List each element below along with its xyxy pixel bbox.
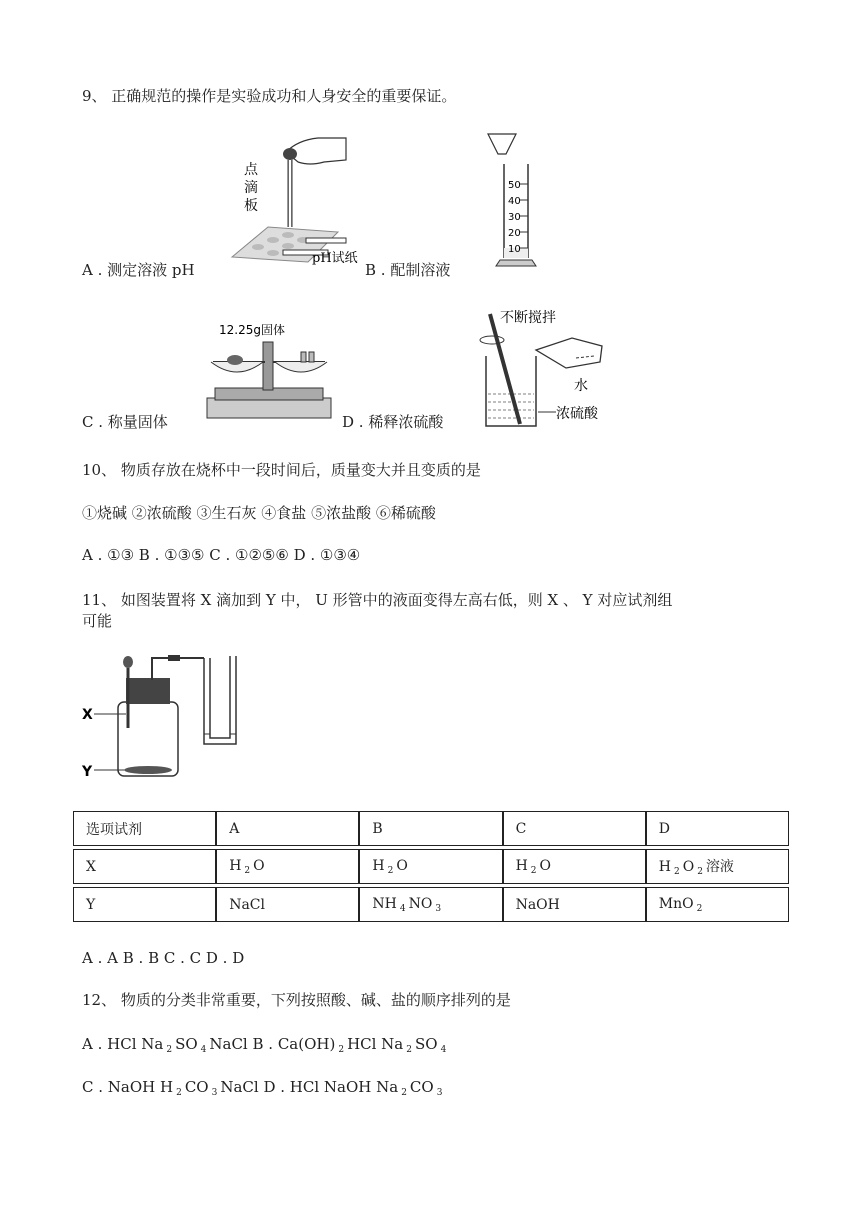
plate-label-2: 滴 <box>244 180 258 196</box>
x-cell-c: H $_2$ O <box>503 849 646 884</box>
q11-stem-line1: 11、 如图装置将 X 滴加到 Y 中， U 形管中的液面变得左高右低，则 X 、 Y 对应试剂组 <box>82 591 673 609</box>
plate-label-1: 点 <box>244 162 258 178</box>
water-label: 水 <box>574 378 588 394</box>
y-cell-d: MnO $_2$ <box>646 887 789 922</box>
cyl-tick-40: 40 <box>508 196 521 207</box>
header-cell: A <box>216 811 359 846</box>
table-row-y <box>73 887 789 922</box>
header-cell: D <box>646 811 789 846</box>
q12-line-a: A . HCl Na $_2$ SO $_4$ NaCl B . Ca(OH) $_2$ HCl Na $_2$ SO $_4$ <box>82 1035 447 1055</box>
cyl-tick-10: 10 <box>508 244 521 255</box>
balance-label: 12.25g固体 <box>219 323 285 337</box>
fig-ph-test <box>228 132 368 272</box>
q10-options: A . ①③ B . ①③⑤ C . ①②⑤⑥ D . ①③④ <box>82 546 361 564</box>
y-cell-b: NH $_4$ NO $_3$ <box>359 887 502 922</box>
header-cell: B <box>359 811 502 846</box>
row-label: Y <box>73 887 216 922</box>
plate-label-3: 板 <box>244 198 258 214</box>
y-label: Y <box>82 764 93 780</box>
q11-stem-line2: 可能 <box>82 612 113 630</box>
fig-dilute-acid <box>476 306 656 434</box>
x-cell-a: H $_2$ O <box>216 849 359 884</box>
q9-option-c: C . 称量固体 <box>82 413 168 431</box>
q12-line-c: C . NaOH H $_2$ CO $_3$ NaCl D . HCl NaOH Na $_2$ CO $_3$ <box>82 1078 443 1098</box>
q9-option-a: A . 测定溶液 pH <box>82 261 195 279</box>
y-cell-c: NaOH <box>503 887 646 922</box>
header-cell: 选项试剂 <box>73 811 216 846</box>
q9-option-d: D . 稀释浓硫酸 <box>342 413 444 431</box>
q10-stem: 10、 物质存放在烧杯中一段时间后，质量变大并且变质的是 <box>82 461 481 479</box>
x-cell-b: H $_2$ O <box>359 849 502 884</box>
fig-balance <box>205 318 335 426</box>
x-label: X <box>82 707 93 723</box>
q9-option-b: B . 配制溶液 <box>365 261 451 279</box>
q9-stem: 9、 正确规范的操作是实验成功和人身安全的重要保证。 <box>82 87 457 105</box>
q10-items: ①烧碱 ②浓硫酸 ③生石灰 ④食盐 ⑤浓盐酸 ⑥稀硫酸 <box>82 504 436 522</box>
acid-label: 浓硫酸 <box>556 406 598 422</box>
row-label: X <box>73 849 216 884</box>
table-header-row <box>73 811 789 846</box>
header-cell: C <box>503 811 646 846</box>
cyl-tick-20: 20 <box>508 228 521 239</box>
fig-graduated-cylinder <box>480 128 550 278</box>
table-row-x <box>73 849 789 884</box>
ph-paper-label: pH试纸 <box>312 251 358 266</box>
q12-stem: 12、 物质的分类非常重要，下列按照酸、碱、盐的顺序排列的是 <box>82 991 511 1009</box>
q11-options: A . A B . B C . C D . D <box>82 949 245 967</box>
cyl-tick-30: 30 <box>508 212 521 223</box>
stir-label: 不断搅拌 <box>500 310 556 326</box>
reagent-table <box>73 808 789 925</box>
cyl-tick-50: 50 <box>508 180 521 191</box>
x-cell-d: H $_2$ O $_2$ 溶液 <box>646 849 789 884</box>
y-cell-a: NaCl <box>216 887 359 922</box>
fig-u-tube-apparatus <box>80 652 250 782</box>
